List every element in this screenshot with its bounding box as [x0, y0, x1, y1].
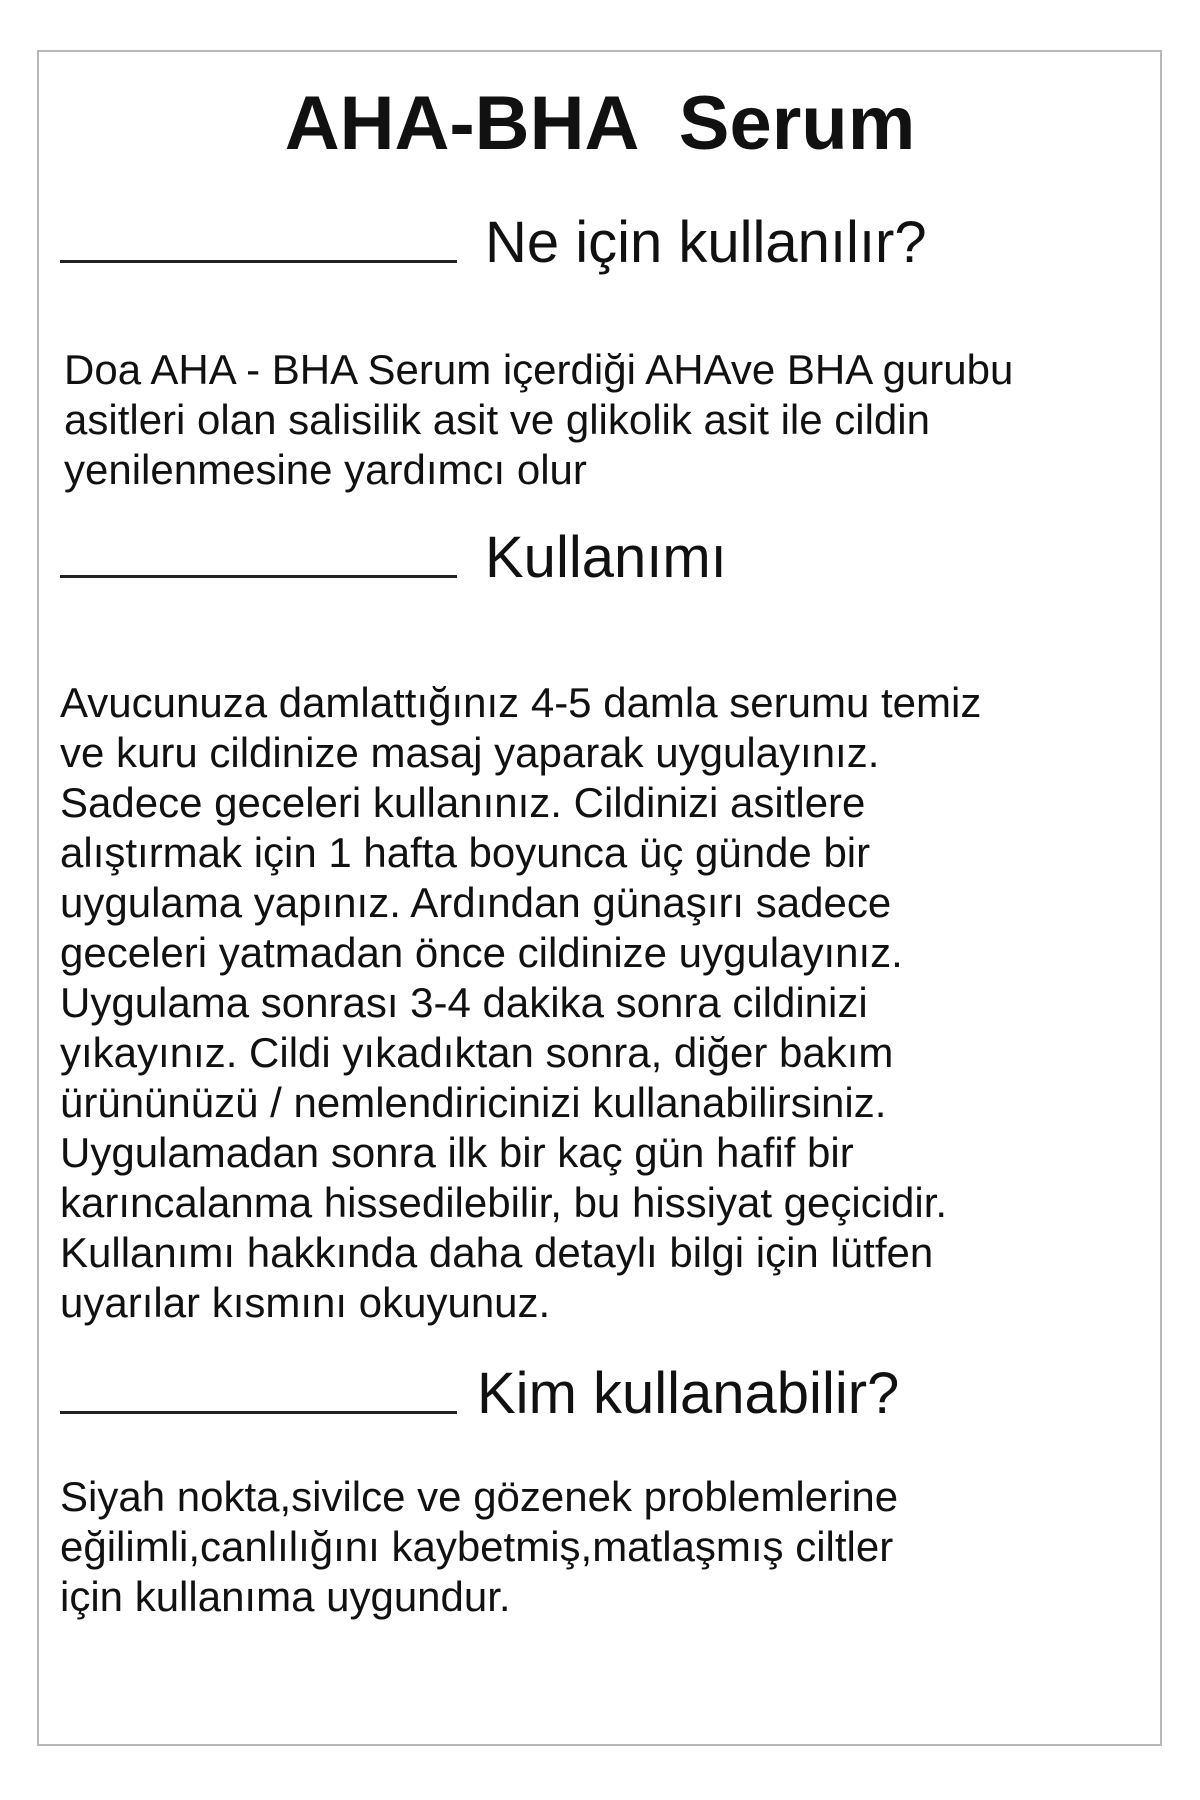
heading-rule [60, 260, 457, 263]
text-line: Uygulama sonrası 3-4 dakika sonra cildinizi [60, 979, 868, 1026]
heading-purpose: Ne için kullanılır? [485, 210, 927, 275]
text-line: geceleri yatmadan önce cildinize uygulayınız. [60, 929, 903, 976]
text-line: eğilimli,canlılığını kaybetmiş,matlaşmış ciltler [60, 1523, 894, 1570]
text-line: yenilenmesine yardımcı olur [64, 446, 587, 493]
text-line: yıkayınız. Cildi yıkadıktan sonra, diğer bakım [60, 1029, 894, 1076]
text-line: için kullanıma uygundur. [60, 1573, 511, 1620]
text-line: Uygulamadan sonra ilk bir kaç gün hafif bir [60, 1129, 854, 1176]
text-line: uyarılar kısmını okuyunuz. [60, 1279, 551, 1326]
text-line: alıştırmak için 1 hafta boyunca üç günde bir [60, 829, 871, 876]
usage-paragraph [60, 678, 981, 1328]
who-can-use-paragraph [60, 1472, 898, 1622]
text-line: Doa AHA - BHA Serum içerdiği AHAve BHA gurubu [64, 346, 1014, 393]
text-line: Siyah nokta,sivilce ve gözenek problemlerine [60, 1473, 899, 1520]
text-line: uygulama yapınız. Ardından günaşırı sadece [60, 879, 892, 926]
text-line: Avucunuza damlattığınız 4-5 damla serumu temiz [60, 679, 982, 726]
text-line: Kullanımı hakkında daha detaylı bilgi için lütfen [60, 1229, 934, 1276]
text-line: ve kuru cildinize masaj yaparak uygulayınız. [60, 729, 880, 776]
page-title: AHA-BHA Serum [284, 81, 916, 166]
text-line: ürününüzü / nemlendiricinizi kullanabilirsiniz. [60, 1079, 887, 1126]
text-line: asitleri olan salisilik asit ve glikolik asit ile cildin [64, 396, 930, 443]
heading-who-can-use: Kim kullanabilir? [477, 1361, 900, 1426]
purpose-paragraph [64, 345, 1013, 495]
text-line: karıncalanma hissedilebilir, bu hissiyat geçicidir. [60, 1179, 948, 1226]
heading-usage: Kullanımı [485, 525, 727, 590]
text-line: Sadece geceleri kullanınız. Cildinizi asitlere [60, 779, 866, 826]
heading-rule [60, 575, 457, 578]
heading-rule [60, 1411, 457, 1414]
